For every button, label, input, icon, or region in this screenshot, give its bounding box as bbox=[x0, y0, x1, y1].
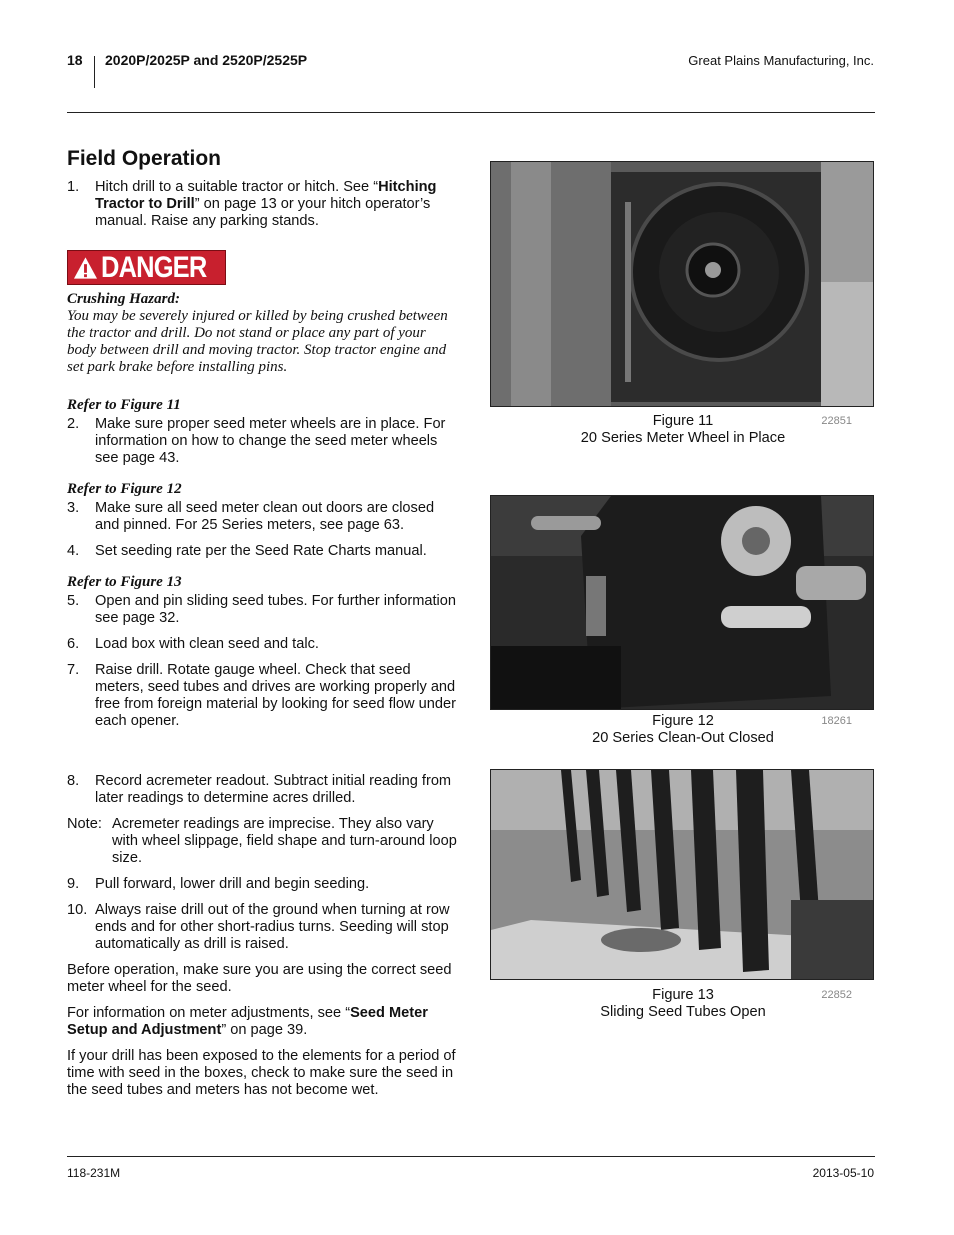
doc-date: 2013-05-10 bbox=[812, 1166, 874, 1180]
photo-id: 22851 bbox=[821, 415, 852, 427]
step-number: 3. bbox=[67, 500, 80, 516]
document-title: 2020P/2025P and 2520P/2525P bbox=[105, 52, 308, 68]
step-10 bbox=[67, 902, 457, 953]
figure-11-caption bbox=[490, 413, 876, 447]
note-label: Note: bbox=[67, 816, 102, 832]
hazard-title: Crushing Hazard: bbox=[67, 291, 180, 307]
photo-id: 22852 bbox=[821, 989, 852, 1001]
warning-triangle-icon bbox=[73, 255, 98, 281]
header-rule bbox=[67, 112, 875, 113]
page-number: 18 bbox=[67, 52, 83, 68]
danger-word: DANGER bbox=[100, 250, 207, 284]
step-9 bbox=[67, 876, 457, 893]
section-title: Field Operation bbox=[67, 147, 222, 170]
step-text: Make sure proper seed meter wheels are in place. For information on how to change the seed meter wheels see page 43. bbox=[95, 416, 446, 466]
paragraph bbox=[67, 1005, 457, 1039]
paragraph-text: For information on meter adjustments, see “ bbox=[67, 1005, 351, 1021]
step-text: Set seeding rate per the Seed Rate Charts manual. bbox=[95, 543, 427, 559]
link-seed-meter-setup[interactable]: Seed Meter Setup and Adjustment bbox=[67, 1005, 428, 1038]
step-text: Load box with clean seed and talc. bbox=[95, 636, 319, 652]
step-1 bbox=[67, 179, 457, 230]
figure-13-photo bbox=[490, 769, 874, 980]
step-number: 1. bbox=[67, 179, 80, 195]
footer-rule bbox=[67, 1156, 875, 1157]
figure-12-photo bbox=[490, 495, 874, 710]
step-number: 10. bbox=[67, 902, 88, 918]
figure-11-photo bbox=[490, 161, 874, 407]
figure-caption: Sliding Seed Tubes Open bbox=[600, 1004, 766, 1020]
step-7 bbox=[67, 662, 457, 730]
figure-reference: Refer to Figure 13 bbox=[67, 574, 182, 590]
step-text: Open and pin sliding seed tubes. For further information see page 32. bbox=[95, 593, 456, 626]
note-text: Acremeter readings are imprecise. They also vary with wheel slippage, field shape and turn-around loop size. bbox=[112, 816, 457, 866]
company-name: Great Plains Manufacturing, Inc. bbox=[688, 53, 874, 68]
step-number: 4. bbox=[67, 543, 80, 559]
figure-13-caption bbox=[490, 987, 876, 1021]
figure-caption: 20 Series Clean-Out Closed bbox=[592, 730, 774, 746]
hazard-text: You may be severely injured or killed by being crushed between the tractor and drill. Do not stand or place any part of your body between drill and moving tractor. Stop tractor engine and set park brake before installing pins. bbox=[67, 308, 448, 375]
step-text: Hitch drill to a suitable tractor or hitch. See “ bbox=[95, 179, 379, 195]
step-text: Always raise drill out of the ground when turning at row ends and for other short-radius turns. Seeding will stop automatically as drill is raised. bbox=[95, 902, 450, 952]
link-hitching-tractor[interactable]: Hitching Tractor to Drill bbox=[95, 179, 437, 212]
note bbox=[67, 816, 457, 867]
step-number: 2. bbox=[67, 416, 80, 432]
paragraph: Before operation, make sure you are using the correct seed meter wheel for the seed. bbox=[67, 962, 452, 995]
step-text: Record acremeter readout. Subtract initial reading from later readings to determine acres drilled. bbox=[95, 773, 452, 806]
step-4 bbox=[67, 543, 457, 560]
figure-12-caption bbox=[490, 713, 876, 747]
step-number: 9. bbox=[67, 876, 80, 892]
figure-label: Figure 13 bbox=[652, 987, 714, 1003]
figure-reference: Refer to Figure 11 bbox=[67, 397, 181, 413]
text-column bbox=[67, 146, 457, 1108]
paragraph-text: ” on page 39. bbox=[221, 1022, 308, 1038]
figure-reference: Refer to Figure 12 bbox=[67, 481, 182, 497]
danger-label bbox=[67, 250, 226, 285]
step-8 bbox=[67, 773, 457, 807]
step-3 bbox=[67, 500, 457, 534]
step-text: Pull forward, lower drill and begin seeding. bbox=[95, 876, 370, 892]
step-text: ” on page 13 or your hitch operator’s manual. Raise any parking stands. bbox=[95, 196, 431, 229]
step-5 bbox=[67, 593, 457, 627]
figure-label: Figure 12 bbox=[652, 713, 714, 729]
step-number: 6. bbox=[67, 636, 80, 652]
step-text: Raise drill. Rotate gauge wheel. Check that seed meters, seed tubes and drives are working properly and free from foreign material by looking for seed flow under each opener. bbox=[95, 662, 456, 729]
figure-label: Figure 11 bbox=[652, 413, 714, 429]
doc-number: 118-231M bbox=[67, 1166, 121, 1180]
step-number: 8. bbox=[67, 773, 80, 789]
step-2 bbox=[67, 416, 457, 467]
step-number: 7. bbox=[67, 662, 80, 678]
header-divider bbox=[94, 56, 95, 88]
step-text: Make sure all seed meter clean out doors are closed and pinned. For 25 Series meters, see page 63. bbox=[95, 500, 435, 533]
step-number: 5. bbox=[67, 593, 80, 609]
paragraph: If your drill has been exposed to the elements for a period of time with seed in the boxes, check to make sure the seed in the seed tubes and meters has not become wet. bbox=[67, 1048, 456, 1098]
figure-caption: 20 Series Meter Wheel in Place bbox=[580, 430, 786, 446]
step-6 bbox=[67, 636, 457, 653]
photo-id: 18261 bbox=[821, 715, 852, 727]
